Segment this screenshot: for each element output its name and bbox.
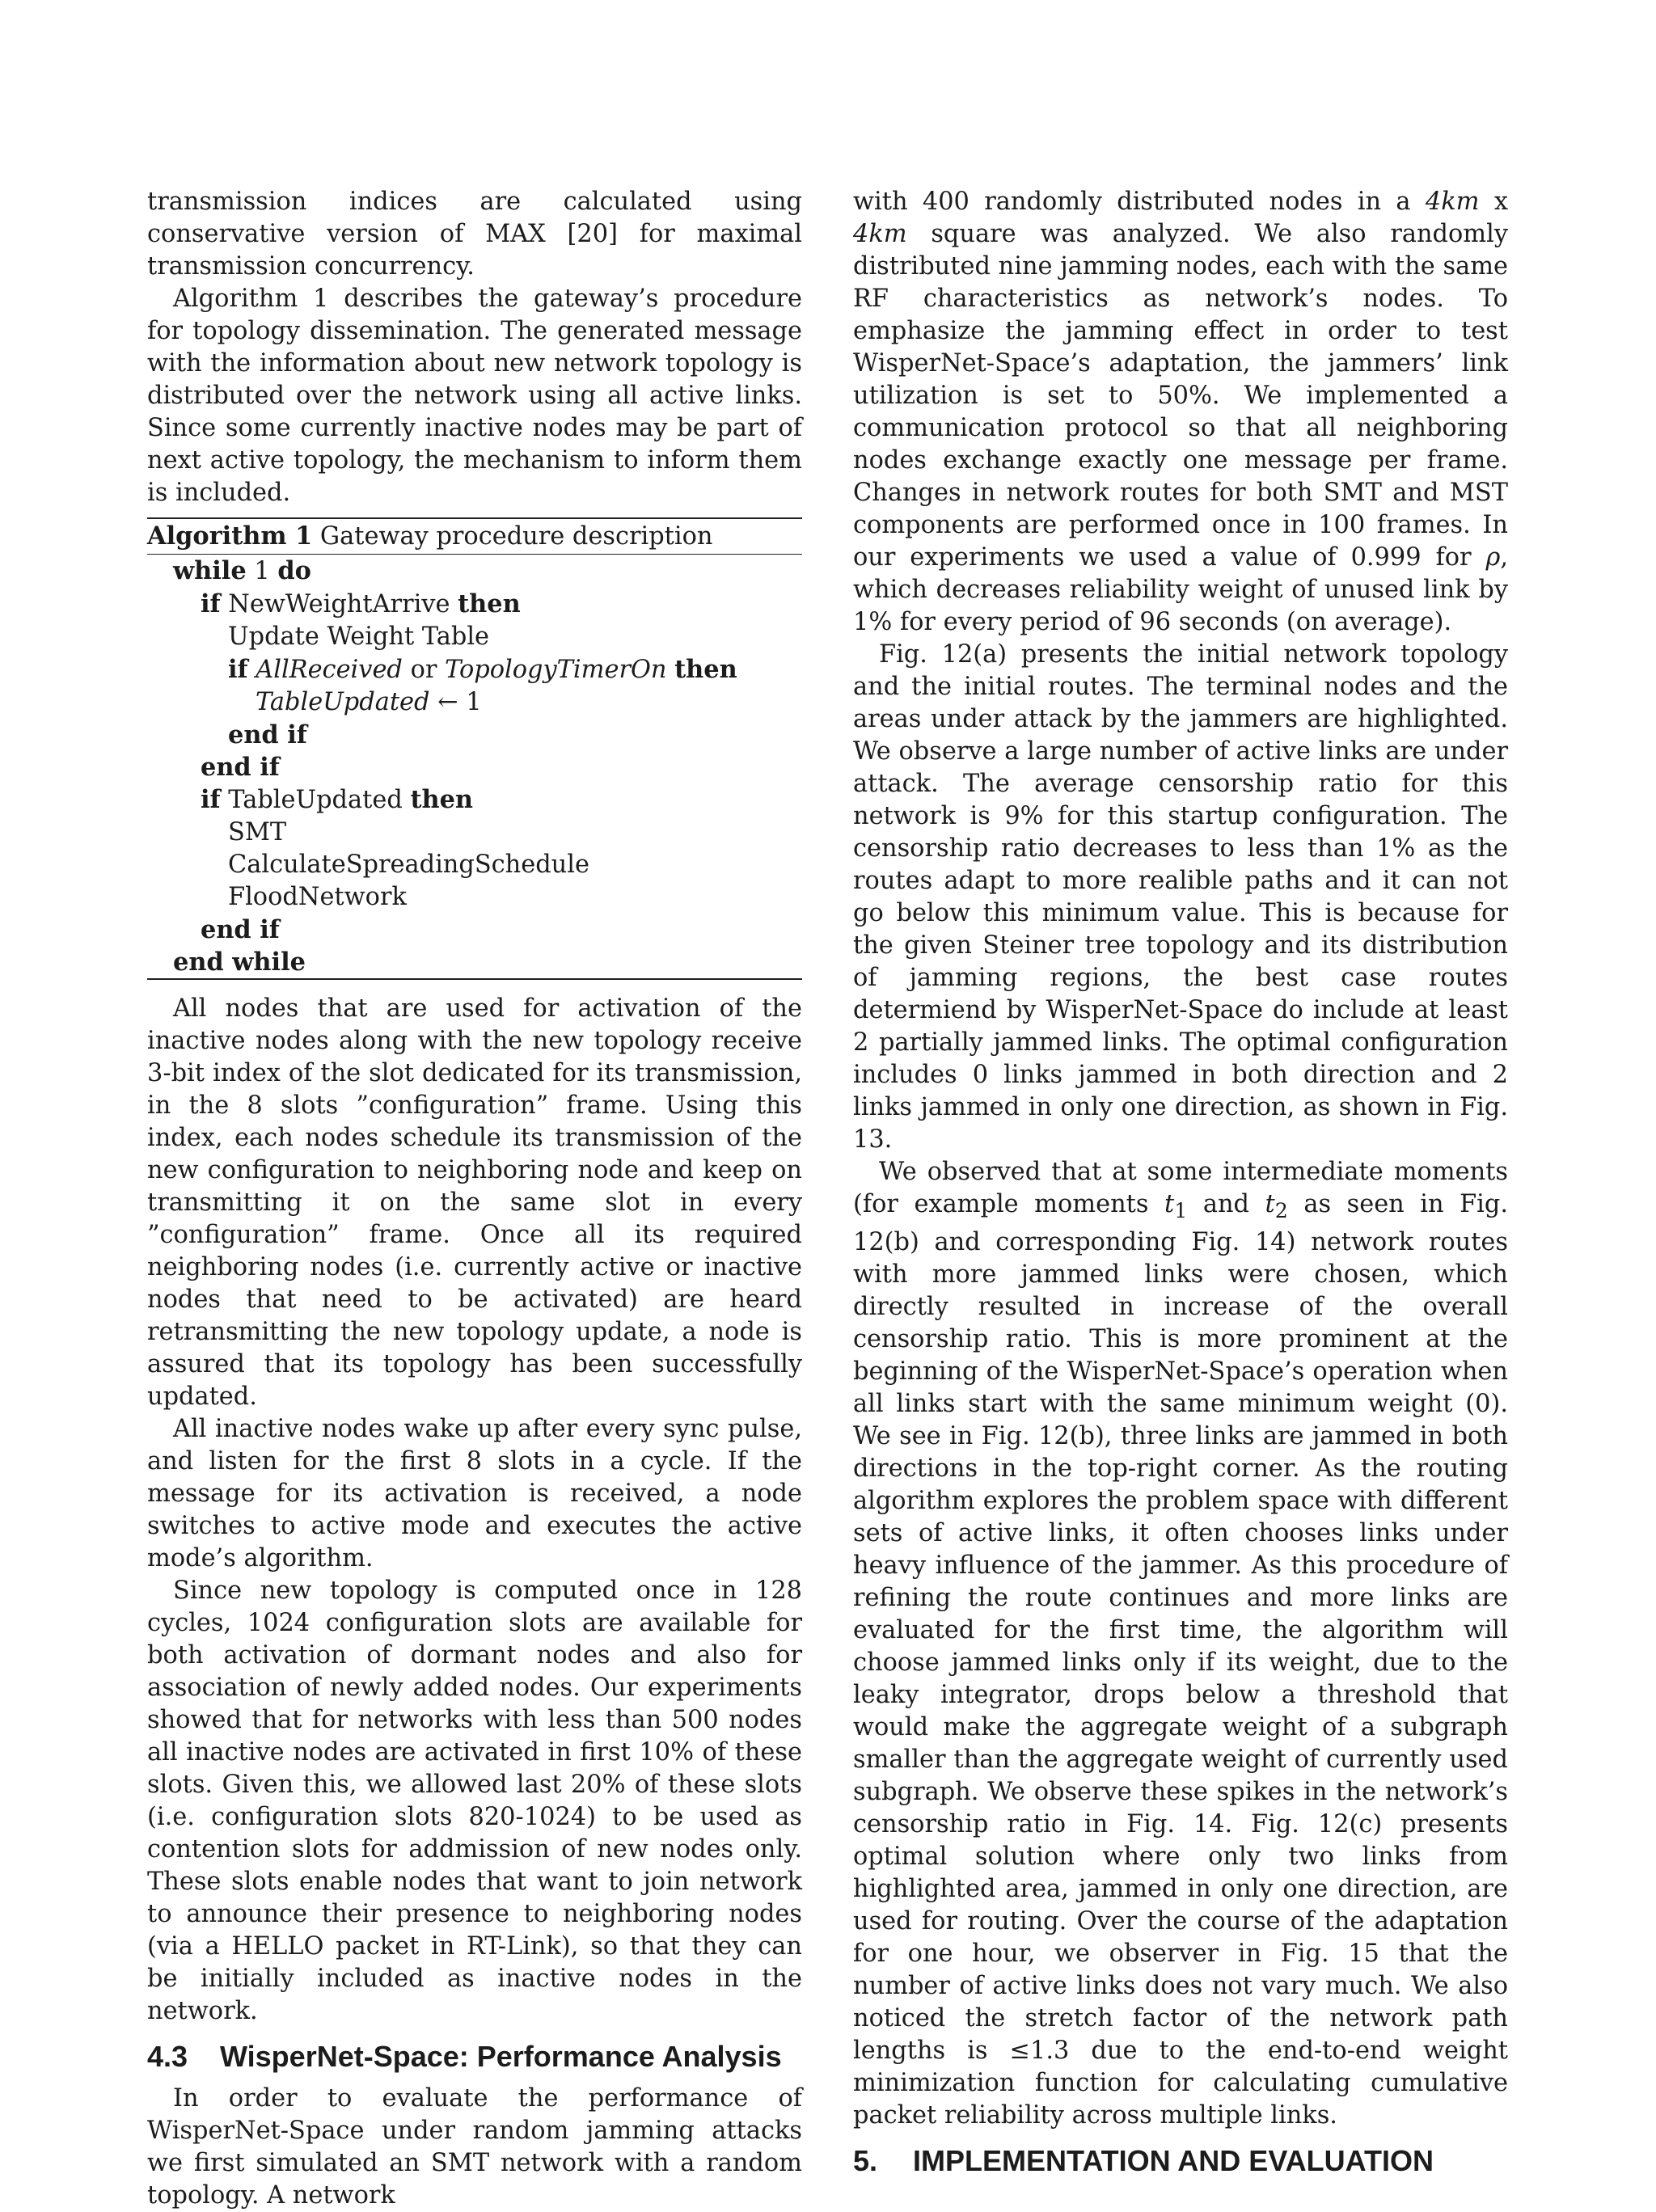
algorithm-label: Algorithm 1 <box>147 521 313 551</box>
text-run: and <box>1187 1190 1265 1218</box>
math-t: t <box>1265 1190 1275 1218</box>
section-heading-5 <box>853 2143 1508 2179</box>
algo-line-end-if-final: end if <box>201 915 280 944</box>
algo-line-update-weight: Update Weight Table <box>228 623 490 651</box>
algorithm-caption-text: Gateway procedure description <box>319 522 713 551</box>
text-run: x <box>1479 188 1508 216</box>
kw-or: or <box>410 656 437 684</box>
kw-while: while <box>173 556 247 585</box>
text-run: as seen in Fig. 12(b) and corresponding Fig. 14) network routes with more jammed links were chosen, which directly resulted in increase of the overall censorship ratio. This is more prominent at the beginning of the WisperNet-Space’s operation when all links start with the same minimum weight (0). We see in Fig. 12(b), three links are jammed in both directions in the top-right corner. As the routing algorithm explores the problem space with different sets of active links, it often chooses links under heavy influence of the jammer. As this procedure of refining the route continues and more links are evaluated for the first time, the algorithm will choose jammed links only if its weight, due to the leaky integrator, drops below a threshold that would make the aggregate weight of a subgraph smaller than the aggregate weight of currently used subgraph. We observe these spikes in the network’s censorship ratio in Fig. 14. Fig. 12(c) presents optimal solution where only two links from highlighted area, jammed in only one direction, are used for routing. Over the course of the adaptation for one hour, we observer in Fig. 15 that the number of active links does not vary much. We also noticed the stretch factor of the network path lengths is ≤1.3 due to the end-to-end weight minimization function for calculating cumulative packet reliability across multiple links. <box>853 1190 1508 2130</box>
algo-line-if-all-received <box>147 653 802 686</box>
kw-do: do <box>277 556 311 585</box>
paragraph-algorithm-description: Algorithm 1 describes the gateway’s procedure for topology dissemination. The generated message with the information about new network topology is distributed over the network using all active links. Since some currently inactive nodes may be part of next active topology, the mechanism to inform them is included. <box>147 285 802 507</box>
paragraph-activation-nodes: All nodes that are used for activation of the inactive nodes along with the new topology receive 3-bit index of the slot dedicated for its transmission, in the 8 slots ”configuration” frame. Using this index, each nodes schedule its transmission of the new configuration to neighboring node and keep on transmitting it on the same slot in every ”configuration” frame. Once all its required neighboring nodes (i.e. currently active or inactive nodes that need to be activated) are heard retransmitting the new topology update, a node is assured that its topology has been successfully updated. <box>147 994 802 1411</box>
algo-line-smt: SMT <box>228 818 287 846</box>
math-subscript: 2 <box>1274 1198 1288 1223</box>
text-run: , which decreases reliability weight of unused link by 1% for every period of 96 seconds (on average). <box>853 543 1508 636</box>
algo-line-flood: FloodNetwork <box>228 883 407 911</box>
math-km: 4km <box>1425 188 1480 216</box>
assign-value: 1 <box>466 688 482 716</box>
algo-line-end-while: end while <box>173 948 306 977</box>
section-title: IMPLEMENTATION AND EVALUATION <box>913 2144 1434 2178</box>
assign-arrow: ← <box>437 688 458 716</box>
paragraph-network-setup <box>853 186 1508 639</box>
math-subscript: 1 <box>1174 1198 1188 1223</box>
algo-line-assign <box>147 686 802 719</box>
while-condition: 1 <box>254 557 270 585</box>
algorithm-caption <box>147 519 802 555</box>
algo-line-end-if-inner: end if <box>228 720 307 749</box>
paragraph-intro: transmission indices are calculated using conservative version of MAX [20] for maximal transmission concurrency. <box>147 188 802 281</box>
algo-line-end-if-outer: end if <box>201 753 280 782</box>
algo-line-if-table-updated <box>147 783 802 817</box>
cond-new-weight: NewWeightArrive <box>228 590 450 618</box>
math-t: t <box>1164 1190 1175 1218</box>
section-heading-4-3 <box>147 2039 802 2075</box>
section-number: 5. <box>853 2144 878 2178</box>
kw-then: then <box>458 589 521 618</box>
text-run: with 400 randomly distributed nodes in a <box>853 188 1426 216</box>
text-run: square was analyzed. We also randomly distributed nine jamming nodes, each with the same RF characteristics as network’s nodes. To emphasize the jamming effect in order to test WisperNet-Space’s adaptation, the jammers’ link utilization is set to 50%. We implemented a communication protocol so that all neighboring nodes exchange exactly one message per frame. Changes in network routes for both SMT and MST components are performed once in 100 frames. In our experiments we used a value of 0.999 for <box>853 220 1508 572</box>
math-km: 4km <box>853 220 907 248</box>
algo-line-while <box>147 555 802 588</box>
cond-all-received: AllReceived <box>256 656 403 684</box>
right-column <box>853 186 1508 2187</box>
left-column <box>147 186 802 2212</box>
cond-topology-timer: TopologyTimerOn <box>445 656 667 684</box>
paragraph-observations <box>853 1156 1508 2132</box>
text-run: We observed that at some intermediate moments (for example moments <box>853 1158 1508 1218</box>
cond-table-updated: TableUpdated <box>228 786 403 814</box>
algo-line-calculate: CalculateSpreadingSchedule <box>228 851 589 879</box>
section-title: WisperNet-Space: Performance Analysis <box>220 2040 782 2073</box>
algorithm-box <box>147 517 802 980</box>
kw-if: if <box>201 785 221 814</box>
math-rho: ρ <box>1485 543 1501 572</box>
paragraph-evaluation: In order to evaluate the performance of WisperNet-Space under random jamming attacks we first simulated an SMT network with a random topology. A network <box>147 2084 802 2210</box>
paragraph-inactive-nodes: All inactive nodes wake up after every sync pulse, and listen for the first 8 slots in a cycle. If the message for its activation is received, a node switches to active mode and executes the active mode’s algorithm. <box>147 1415 802 1572</box>
kw-then: then <box>674 655 737 684</box>
algo-line-if-new-weight <box>147 588 802 621</box>
kw-if: if <box>228 655 248 684</box>
kw-if: if <box>201 589 221 618</box>
kw-then: then <box>410 785 474 814</box>
paragraph-fig12a: Fig. 12(a) presents the initial network topology and the initial routes. The terminal nodes and the areas under attack by the jammers are highlighted. We observe a large number of active links are under attack. The average censorship ratio for this network is 9% for this startup configuration. The censorship ratio decreases to less than 1% as the routes adapt to more realible paths and it can not go below this minimum value. This is because for the given Steiner tree topology and its distribution of jamming regions, the best case routes determiend by WisperNet-Space do include at least 2 partially jammed links. The optimal configuration includes 0 links jammed in both direction and 2 links jammed in only one direction, as shown in Fig. 13. <box>853 640 1508 1154</box>
var-table-updated: TableUpdated <box>256 688 430 716</box>
paragraph-configuration-slots: Since new topology is computed once in 128 cycles, 1024 configuration slots are available for both activation of dormant nodes and also for association of newly added nodes. Our experiments showed that for networks with less than 500 nodes all inactive nodes are activated in first 10% of these slots. Given this, we allowed last 20% of these slots (i.e. configuration slots 820-1024) to be used as contention slots for addmission of new nodes only. These slots enable nodes that want to join network to announce their presence to neighboring nodes (via a HELLO packet in RT-Link), so that they can be initially included as inactive nodes in the network. <box>147 1577 802 2025</box>
section-number: 4.3 <box>147 2040 188 2073</box>
